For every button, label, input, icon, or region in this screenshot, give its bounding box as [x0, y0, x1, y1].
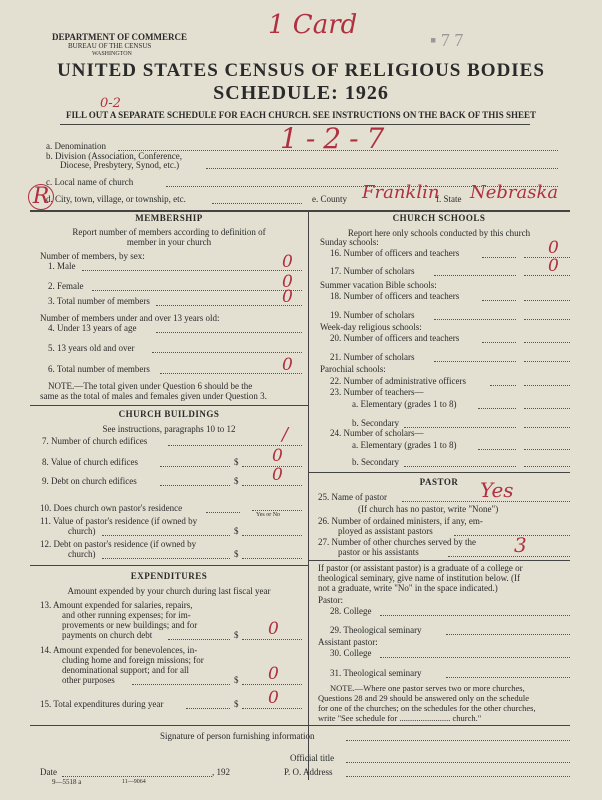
- q17-sunday-scholars: 17. Number of scholars: [330, 266, 415, 276]
- q16-value: 0: [548, 238, 559, 258]
- county-value: Franklin: [362, 182, 440, 203]
- buildings-sub: See instructions, paragraphs 10 to 12: [102, 424, 236, 434]
- q4-under13: 4. Under 13 years of age: [48, 323, 137, 333]
- q1-male: 1. Male: [48, 261, 76, 271]
- membership-sub-2: member in your church: [126, 237, 212, 247]
- q2-female: 2. Female: [48, 281, 84, 291]
- q14-line-3: denominational support; and for all: [62, 665, 189, 675]
- q2-value: 0: [282, 272, 293, 292]
- membership-sub-1: Report number of members according to definition of: [72, 227, 266, 237]
- q23-teachers: 23. Number of teachers—: [330, 387, 424, 397]
- q13-line-2: and other running expenses; for im-: [62, 610, 191, 620]
- q6-total: 6. Total number of members: [48, 364, 150, 374]
- q15-value: 0: [268, 688, 279, 708]
- q8-value-edifices: 8. Value of church edifices: [42, 457, 139, 467]
- q3-total: 3. Total number of members: [48, 296, 150, 306]
- q19-vacation-scholars: 19. Number of scholars: [330, 310, 415, 320]
- form-number: 9—5518 a: [52, 778, 82, 786]
- expenditures-sub: Amount expended by your church during last fiscal year: [67, 586, 271, 596]
- q9-value: 0: [272, 465, 283, 485]
- age-label: Number of members under and over 13 years old:: [40, 313, 220, 323]
- q27-value: 3: [514, 533, 527, 557]
- expenditures-heading: EXPENDITURES: [130, 571, 208, 581]
- q23b-secondary: b. Secondary: [352, 418, 399, 428]
- membership-heading: MEMBERSHIP: [135, 213, 203, 223]
- q14-dollar: $: [234, 675, 239, 685]
- q7-edifices: 7. Number of church edifices: [42, 436, 148, 446]
- q9-debt-edifices: 9. Debt on church edifices: [42, 476, 137, 486]
- q17-value: 0: [548, 256, 559, 276]
- bureau-label: BUREAU OF THE CENSUS: [68, 42, 152, 50]
- graduate-line-2: theological seminary, give name of institution below. (If: [318, 573, 521, 583]
- q9-dollar: $: [234, 476, 239, 486]
- assistant-subheading: Assistant pastor:: [318, 637, 378, 647]
- q25-value: Yes: [480, 478, 514, 502]
- q21-weekday-scholars: 21. Number of scholars: [330, 352, 415, 362]
- q13-value: 0: [268, 619, 279, 639]
- q13-line-1: 13. Amount expended for salaries, repairs,: [40, 600, 193, 610]
- q3-value: 0: [282, 287, 293, 307]
- q29-seminary: 29. Theological seminary: [330, 625, 422, 635]
- form-title: UNITED STATES CENSUS OF RELIGIOUS BODIES: [57, 60, 545, 81]
- q11-line-2: church): [68, 526, 96, 536]
- vacation-label: Summer vacation Bible schools:: [320, 280, 437, 290]
- division-label-2: Diocese, Presbytery, Synod, etc.): [60, 160, 180, 170]
- pastor-note-1: NOTE.—Where one pastor serves two or more churches,: [330, 683, 525, 693]
- print-number: 11—9064: [122, 779, 146, 785]
- official-title-label: Official title: [290, 753, 335, 763]
- q10-residence: 10. Does church own pastor's residence: [40, 503, 183, 513]
- q13-dollar: $: [234, 630, 239, 640]
- q13-line-3: provements or new buildings; and for: [62, 620, 198, 630]
- state-label: f. State: [436, 194, 462, 204]
- schools-heading: CHURCH SCHOOLS: [392, 213, 486, 223]
- by-sex-label: Number of members, by sex:: [40, 251, 145, 261]
- local-name-label: c. Local name of church: [46, 177, 134, 187]
- q24a-elementary: a. Elementary (grades 1 to 8): [352, 440, 457, 450]
- q31-seminary: 31. Theological seminary: [330, 668, 422, 678]
- pastor-note-3: for one of the churches; on the schedules for the other churches,: [318, 703, 536, 713]
- pastor-note-4: write "See schedule for ........................ church.": [318, 713, 482, 723]
- q24-scholars: 24. Number of scholars—: [330, 428, 424, 438]
- q25-pastor-name: 25. Name of pastor: [318, 492, 387, 502]
- fill-instruction: FILL OUT A SEPARATE SCHEDULE FOR EACH CHURCH. SEE INSTRUCTIONS ON THE BACK OF THIS SHEET: [66, 110, 536, 120]
- q12-line-2: church): [68, 549, 96, 559]
- q14-line-4: other purposes: [62, 675, 115, 685]
- q12-dollar: $: [234, 549, 239, 559]
- pastor-note-2: Questions 28 and 29 should be answered only on the schedule: [318, 693, 530, 703]
- stamp-mark: ▪ 7 7: [430, 30, 464, 50]
- graduate-line-3: not a graduate, write "No" in the space indicated.): [318, 583, 498, 593]
- weekday-label: Week-day religious schools:: [320, 322, 422, 332]
- city-label: WASHINGTON: [92, 51, 132, 57]
- q14-line-1: 14. Amount expended for benevolences, in-: [40, 645, 198, 655]
- pastor-heading: PASTOR: [419, 477, 459, 487]
- buildings-heading: CHURCH BUILDINGS: [118, 409, 220, 419]
- q5-over13: 5. 13 years old and over: [48, 343, 135, 353]
- q26-line-1: 26. Number of ordained ministers, if any, em-: [318, 516, 483, 526]
- membership-note-2: same as the total of males and females given under Question 3.: [40, 391, 267, 401]
- q7-value: /: [282, 424, 289, 445]
- city-town-label: d. City, town, village, or township, etc.: [46, 194, 186, 204]
- q25-hint: (If church has no pastor, write "None"): [358, 504, 499, 514]
- handwritten-card: 1 Card: [268, 10, 358, 40]
- handwritten-code: 0-2: [100, 96, 121, 111]
- q22-admin-officers: 22. Number of administrative officers: [330, 376, 467, 386]
- dept-label: DEPARTMENT OF COMMERCE: [52, 32, 188, 42]
- q14-line-2: cluding home and foreign missions; for: [62, 655, 204, 665]
- q12-line-1: 12. Debt on pastor's residence (if owned by: [40, 539, 197, 549]
- q6-value: 0: [282, 355, 293, 375]
- q26-line-2: ployed as assistant pastors: [338, 526, 433, 536]
- q13-line-4: payments on church debt: [62, 630, 153, 640]
- q14-value: 0: [268, 664, 279, 684]
- year-label: , 192: [212, 767, 230, 777]
- q30-college: 30. College: [330, 648, 372, 658]
- graduate-line-1: If pastor (or assistant pastor) is a graduate of a college or: [318, 563, 523, 573]
- membership-note-1: NOTE.—The total given under Question 6 should be the: [48, 381, 253, 391]
- q11-dollar: $: [234, 526, 239, 536]
- signature-label: Signature of person furnishing information: [160, 731, 315, 741]
- yes-no-hint: Yes or No: [256, 512, 281, 518]
- q1-value: 0: [282, 252, 293, 272]
- circled-letter: R: [28, 184, 54, 210]
- po-address-label: P. O. Address: [284, 767, 333, 777]
- division-label-1: b. Division (Association, Conference,: [46, 151, 182, 161]
- date-label: Date: [40, 767, 57, 777]
- q18-vacation-teachers: 18. Number of officers and teachers: [330, 291, 460, 301]
- state-value: Nebraska: [470, 182, 559, 203]
- pastor-subheading: Pastor:: [318, 595, 344, 605]
- q20-weekday-teachers: 20. Number of officers and teachers: [330, 333, 460, 343]
- denomination-value: 1-2-7: [280, 122, 393, 155]
- q24b-secondary: b. Secondary: [352, 457, 399, 467]
- q8-dollar: $: [234, 457, 239, 467]
- q8-value: 0: [272, 446, 283, 466]
- schools-sub: Report here only schools conducted by this church: [347, 228, 531, 238]
- schedule-title: SCHEDULE: 1926: [213, 82, 389, 104]
- q27-line-1: 27. Number of other churches served by the: [318, 537, 476, 547]
- sunday-label: Sunday schools:: [320, 237, 379, 247]
- q11-line-1: 11. Value of pastor's residence (if owned by: [40, 516, 198, 526]
- q28-college: 28. College: [330, 606, 372, 616]
- q27-line-2: pastor or his assistants: [338, 547, 419, 557]
- q15-total: 15. Total expenditures during year: [40, 699, 164, 709]
- denomination-label: a. Denomination: [46, 141, 106, 151]
- parochial-label: Parochial schools:: [320, 364, 386, 374]
- q23a-elementary: a. Elementary (grades 1 to 8): [352, 399, 457, 409]
- q15-dollar: $: [234, 699, 239, 709]
- county-label: e. County: [312, 194, 347, 204]
- q16-sunday-teachers: 16. Number of officers and teachers: [330, 248, 460, 258]
